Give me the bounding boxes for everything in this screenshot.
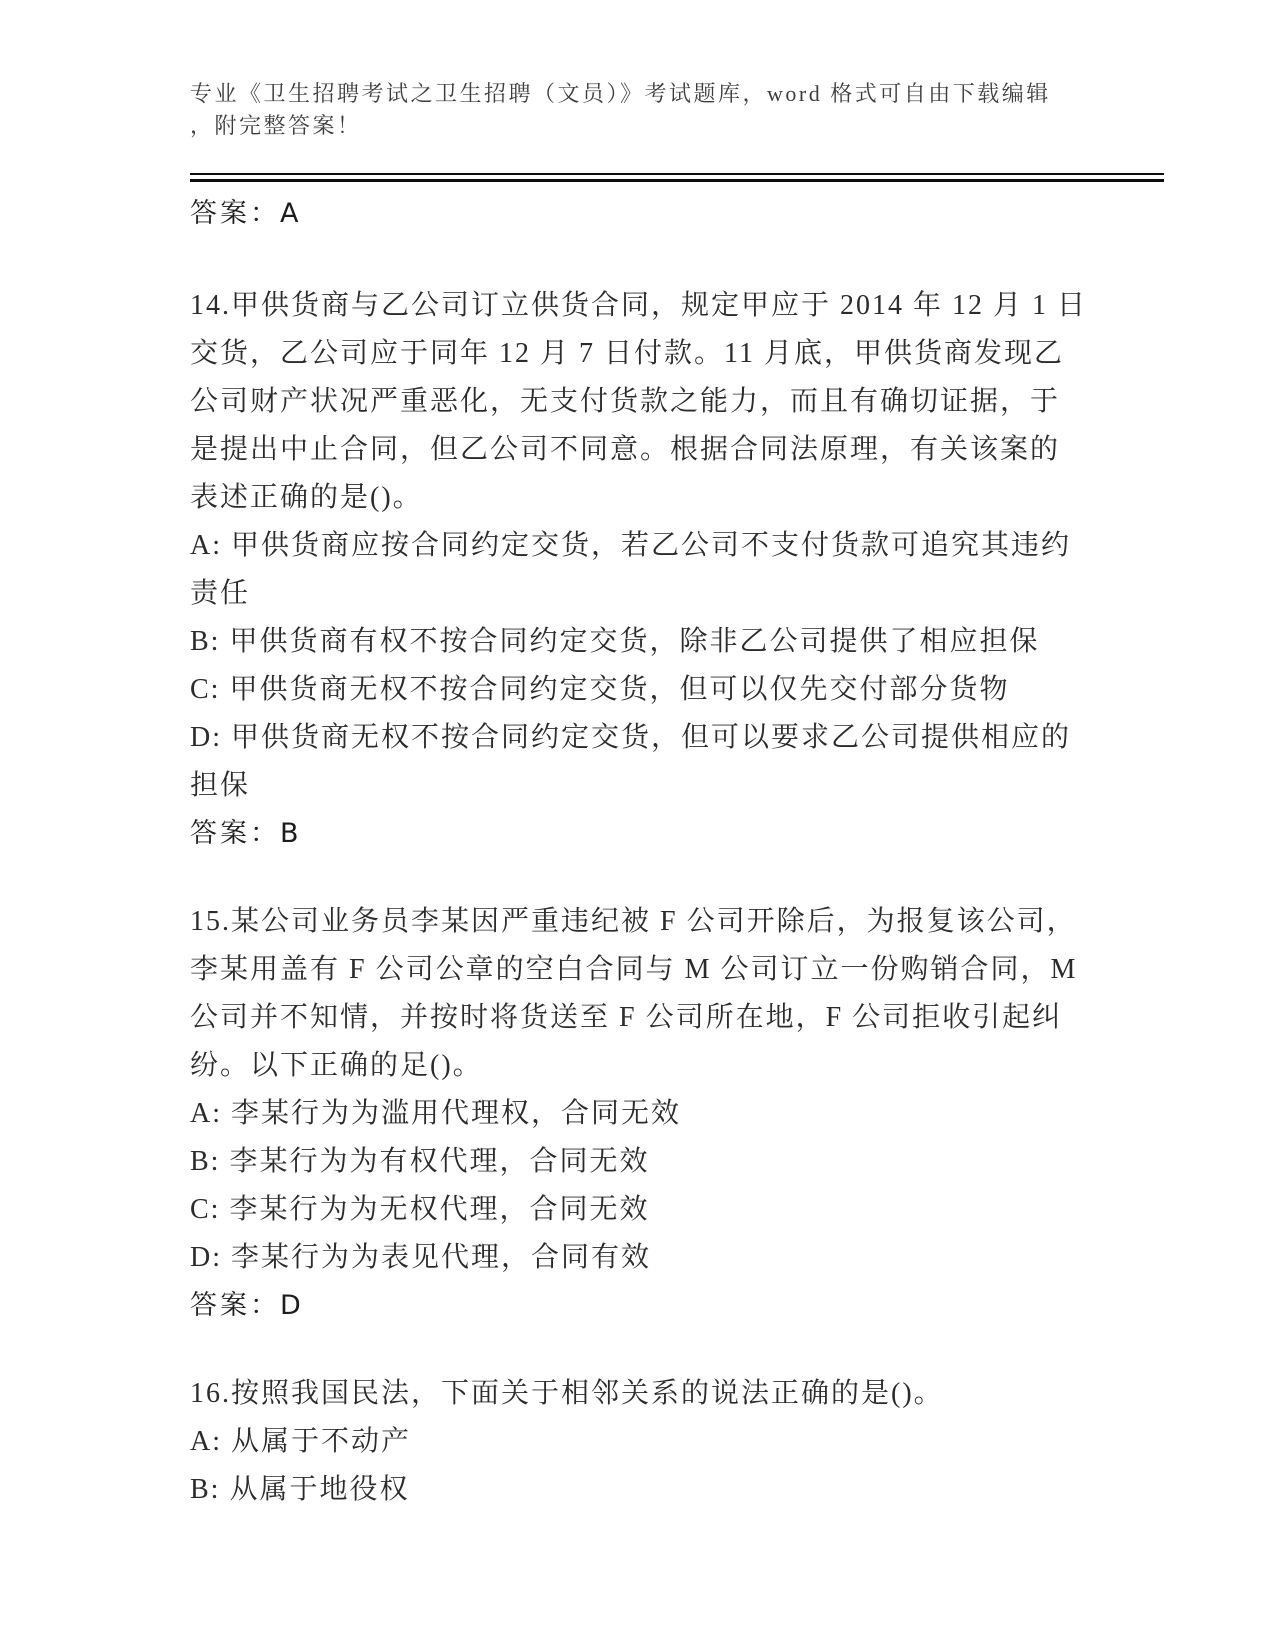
option-line-b: B: 甲供货商有权不按合同约定交货，除非乙公司提供了相应担保 (190, 626, 1040, 657)
option-line-d: D: 甲供货商无权不按合同约定交货，但可以要求乙公司提供相应的担保 (190, 722, 1072, 801)
answer-line-previous-question: 答案：A (190, 198, 302, 229)
header-text-line-1: 专业《卫生招聘考试之卫生招聘（文员）》考试题库，word 格式可自由下载编辑 (190, 81, 1051, 106)
page-header (190, 78, 1087, 182)
question-block-15 (190, 898, 1087, 1330)
question-block-14 (190, 282, 1087, 858)
option-line-a: A: 从属于不动产 (190, 1426, 412, 1457)
header-text-line-2: ，附完整答案！ (190, 113, 362, 138)
question-block-16 (190, 1370, 1087, 1514)
option-line-d: D: 李某行为为表见代理，合同有效 (190, 1242, 652, 1273)
option-line-b: B: 从属于地役权 (190, 1474, 410, 1505)
option-line-a: A: 甲供货商应按合同约定交货，若乙公司不支付货款可追究其违约责任 (190, 530, 1072, 609)
question-stem: 16.按照我国民法，下面关于相邻关系的说法正确的是()。 (190, 1378, 944, 1409)
question-stem: 15.某公司业务员李某因严重违纪被 F 公司开除后，为报复该公司，李某用盖有 F 公司公章的空白合同与 M 公司订立一份购销合同，M 公司并不知情，并按时将货送至 F 公司所在地，F 公司拒收引起纠纷。以下正确的足()。 (190, 906, 1078, 1081)
option-line-a: A: 李某行为为滥用代理权，合同无效 (190, 1098, 682, 1129)
question-stem: 14.甲供货商与乙公司订立供货合同，规定甲应于 2014 年 12 月 1 日交货，乙公司应于同年 12 月 7 日付款。11 月底，甲供货商发现乙公司财产状况严重恶化，无支付货款之能力，而且有确切证据，于是提出中止合同，但乙公司不同意。根据合同法原理，有关该案的表述正确的是()。 (190, 290, 1088, 513)
answer-line: 答案：D (190, 1290, 304, 1321)
page-content (190, 78, 1087, 1514)
option-line-c: C: 李某行为为无权代理，合同无效 (190, 1194, 650, 1225)
option-line-b: B: 李某行为为有权代理，合同无效 (190, 1146, 650, 1177)
option-line-c: C: 甲供货商无权不按合同约定交货，但可以仅先交付部分货物 (190, 674, 1010, 705)
header-divider (190, 173, 1164, 182)
answer-line: 答案：B (190, 818, 302, 849)
